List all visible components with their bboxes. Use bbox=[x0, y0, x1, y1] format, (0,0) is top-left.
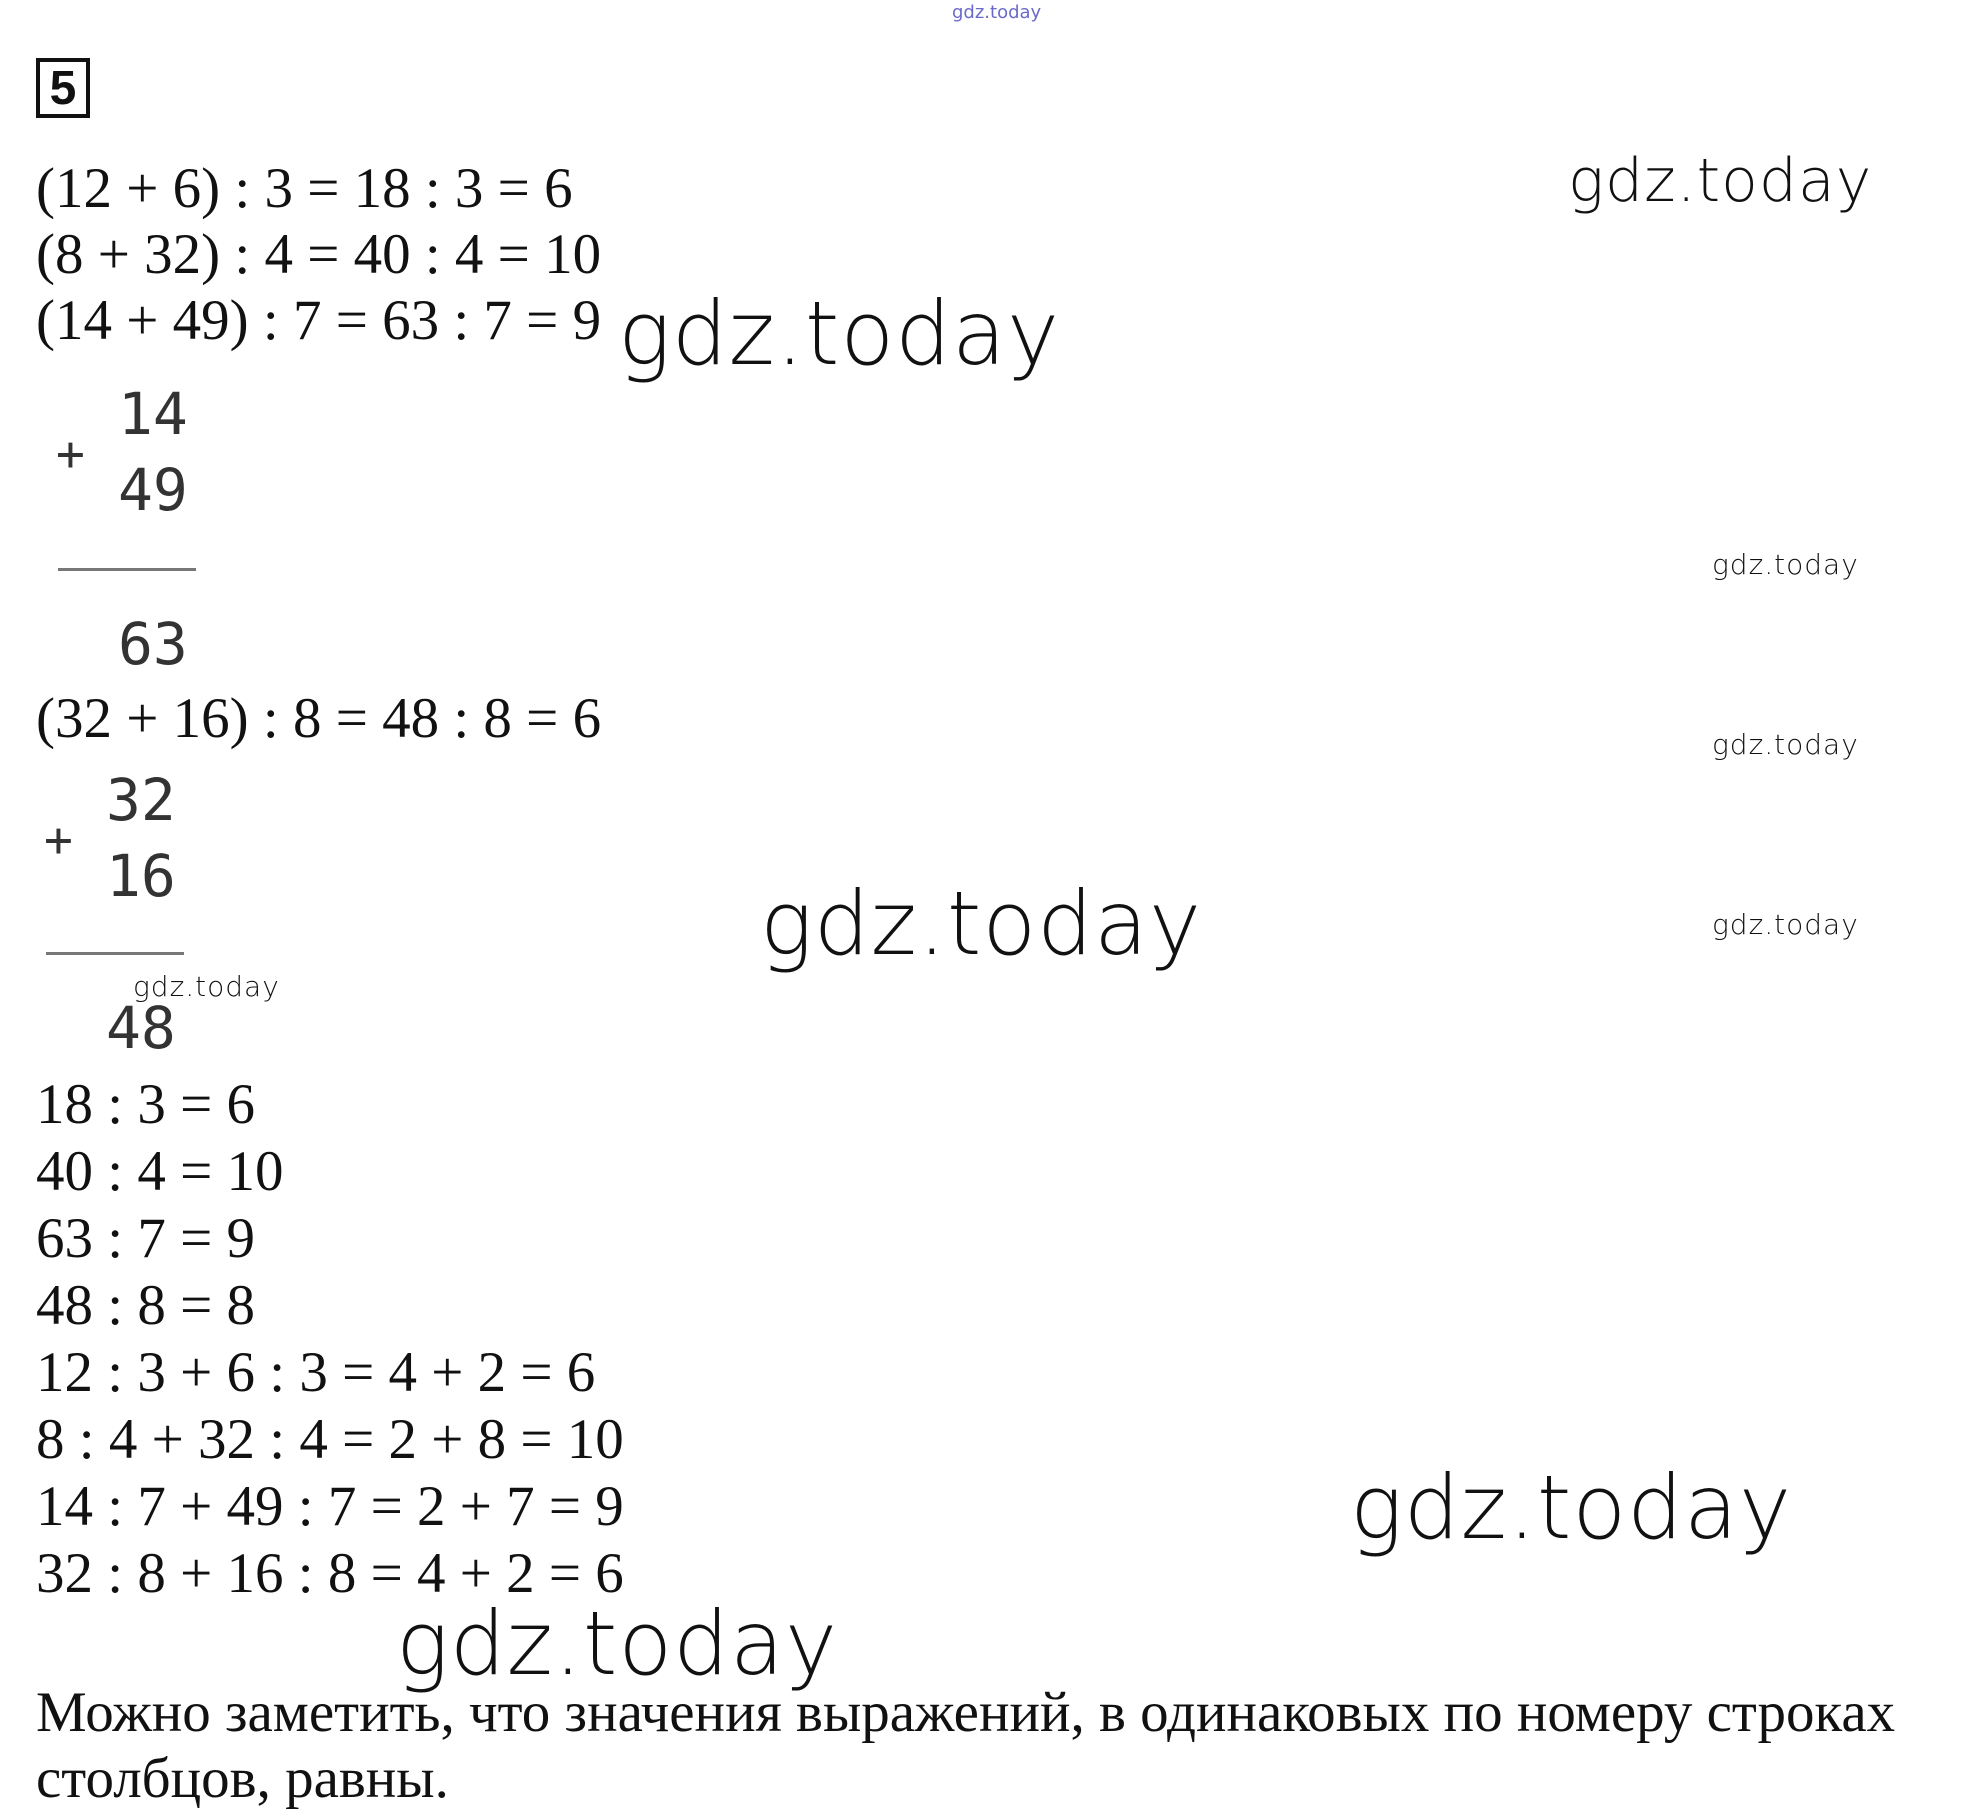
addend-bottom: 49 bbox=[118, 456, 188, 524]
watermark: gdz.today bbox=[1712, 728, 1859, 761]
division-line-4: 48 : 8 = 8 bbox=[36, 1274, 255, 1337]
column-addition-1 bbox=[56, 380, 216, 680]
conclusion-line-1: Можно заметить, что значения выражений, в одинаковых по номеру строках bbox=[36, 1681, 1896, 1744]
division-line-7: 14 : 7 + 49 : 7 = 2 + 7 = 9 bbox=[36, 1475, 624, 1538]
division-line-5: 12 : 3 + 6 : 3 = 4 + 2 = 6 bbox=[36, 1341, 596, 1404]
sum-result: 63 bbox=[118, 610, 188, 678]
division-line-2: 40 : 4 = 10 bbox=[36, 1140, 284, 1203]
sum-result: 48 bbox=[106, 994, 176, 1062]
top-watermark: gdz.today bbox=[952, 2, 1042, 23]
addend-top: 32 bbox=[106, 766, 176, 834]
sum-rule bbox=[46, 952, 184, 955]
column-addition-2 bbox=[44, 766, 204, 1066]
addend-top: 14 bbox=[118, 380, 188, 448]
watermark: gdz.today bbox=[618, 282, 1061, 385]
conclusion-line-2: столбцов, равны. bbox=[36, 1747, 449, 1810]
conclusion-text bbox=[36, 1680, 1966, 1812]
watermark: gdz.today bbox=[1568, 146, 1873, 216]
sum-rule bbox=[58, 568, 196, 571]
watermark: gdz.today bbox=[1712, 908, 1859, 941]
division-line-8: 32 : 8 + 16 : 8 = 4 + 2 = 6 bbox=[36, 1542, 624, 1605]
watermark: gdz.today bbox=[1712, 548, 1859, 581]
task-number-box: 5 bbox=[36, 58, 90, 118]
watermark: gdz.today bbox=[760, 872, 1203, 975]
equation-line-1: (12 + 6) : 3 = 18 : 3 = 6 bbox=[36, 157, 573, 220]
division-line-6: 8 : 4 + 32 : 4 = 2 + 8 = 10 bbox=[36, 1408, 624, 1471]
watermark: gdz.today bbox=[396, 1592, 839, 1695]
equation-line-3: (14 + 49) : 7 = 63 : 7 = 9 bbox=[36, 289, 602, 352]
equation-line-2: (8 + 32) : 4 = 40 : 4 = 10 bbox=[36, 223, 602, 286]
addend-bottom: 16 bbox=[106, 842, 176, 910]
watermark: gdz.today bbox=[1350, 1456, 1793, 1559]
equation-line-4: (32 + 16) : 8 = 48 : 8 = 6 bbox=[36, 687, 602, 750]
division-line-1: 18 : 3 = 6 bbox=[36, 1073, 255, 1136]
watermark: gdz.today bbox=[133, 970, 280, 1003]
division-line-3: 63 : 7 = 9 bbox=[36, 1207, 255, 1270]
plus-sign: + bbox=[56, 426, 85, 482]
plus-sign: + bbox=[44, 812, 73, 868]
